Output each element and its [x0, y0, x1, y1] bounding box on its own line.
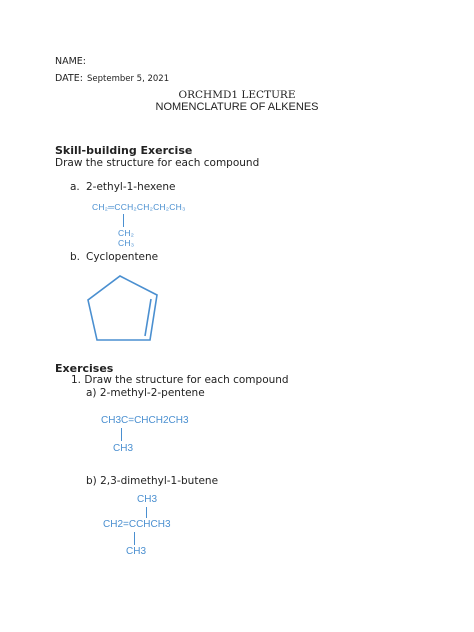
bond-line	[121, 428, 122, 441]
structure-ex-a-branch: CH3	[113, 443, 134, 454]
cyclopentene-structure	[80, 268, 176, 358]
item-b-marker: b.	[70, 251, 81, 263]
structure-ex-a-main-chain: CH3C=CHCH2CH3	[101, 415, 189, 426]
exercise-item-1: 1. Draw the structure for each compound	[71, 374, 289, 386]
structure-ex-b-top: CH3	[137, 494, 158, 505]
structure-ex-b-bottom: CH3	[126, 546, 147, 557]
item-a-name: 2-ethyl-1-hexene	[86, 181, 176, 193]
structure-ex-b-main-chain: CH2=CCHCH3	[103, 519, 171, 530]
exercises-heading: Exercises	[55, 362, 114, 375]
item-a-marker: a.	[70, 181, 80, 193]
bond-line	[134, 532, 135, 545]
date-label: DATE:	[55, 73, 83, 84]
structure-a-main-chain: CH₂═CCH₂CH₂CH₂CH₃	[92, 202, 186, 212]
topic-title: NOMENCLATURE OF ALKENES	[155, 101, 319, 113]
exercise-sub-b: b) 2,3-dimethyl-1-butene	[86, 475, 219, 487]
bond-line	[146, 507, 147, 518]
structure-a-branch-ch2: CH₂	[118, 228, 135, 238]
name-label: NAME:	[55, 56, 87, 67]
cyclopentene-double-bond	[145, 299, 151, 336]
course-title: ORCHMD1 LECTURE	[178, 89, 296, 101]
skill-building-heading: Skill-building Exercise	[55, 144, 193, 157]
date-value: September 5, 2021	[87, 74, 170, 84]
skill-building-instruction: Draw the structure for each compound	[55, 157, 260, 169]
exercise-sub-a: a) 2-methyl-2-pentene	[86, 387, 205, 399]
bond-line	[123, 214, 124, 227]
structure-a-branch-ch3: CH₃	[118, 238, 135, 248]
item-b-name: Cyclopentene	[86, 251, 159, 263]
